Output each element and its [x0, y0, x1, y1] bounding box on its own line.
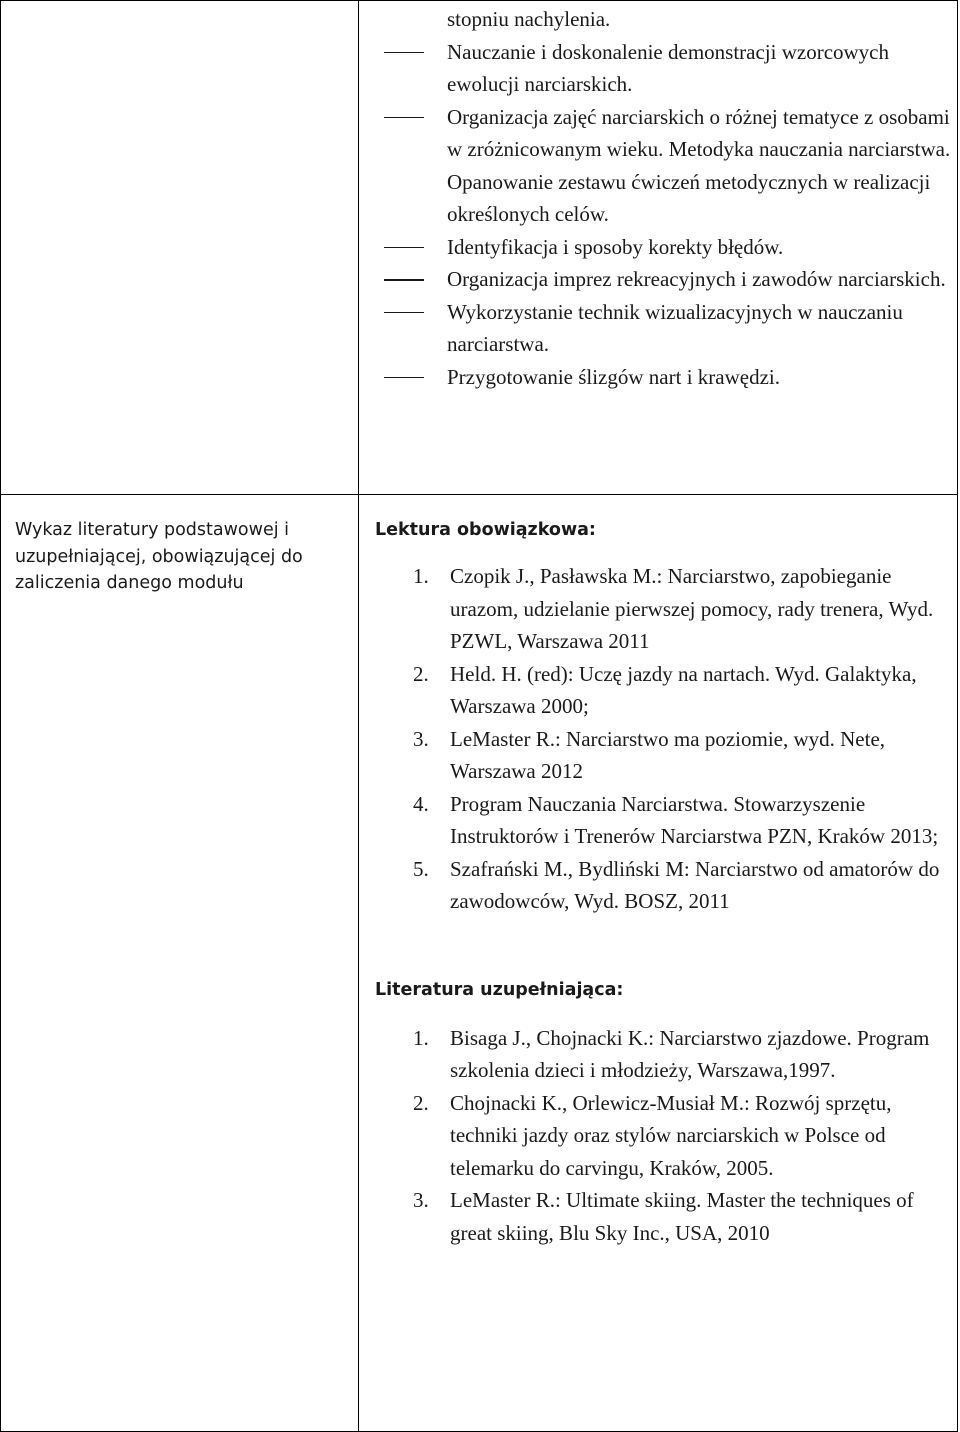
dash-icon — [384, 279, 424, 281]
bullet-text: Przygotowanie ślizgów nart i krawędzi. — [447, 364, 780, 389]
item-number: 1. — [413, 564, 429, 588]
bullet-text: Wykorzystanie technik wizualizacyjnych w nauczaniu narciarstwa. — [447, 299, 903, 356]
list-item — [413, 853, 957, 918]
bullet-item — [447, 36, 957, 101]
list-item — [413, 560, 957, 658]
item-text: Held. H. (red): Uczę jazdy na nartach. Wyd. Galaktyka, Warszawa 2000; — [450, 661, 917, 718]
bullet-text: Organizacja imprez rekreacyjnych i zawodów narciarskich. — [447, 267, 946, 291]
item-number: 2. — [413, 1090, 429, 1115]
dash-icon — [384, 117, 424, 119]
program-row — [1, 1, 958, 495]
item-text: LeMaster R.: Narciarstwo ma poziomie, wyd. Nete, Warszawa 2012 — [450, 726, 886, 783]
item-text: LeMaster R.: Ultimate skiing. Master the techniques of great skiing, Blu Sky Inc., USA, 2010 — [450, 1188, 914, 1245]
item-text: Program Nauczania Narciarstwa. Stowarzyszenie Instruktorów i Trenerów Narciarstwa PZN, Kraków 2013; — [450, 791, 939, 848]
list-item — [413, 723, 957, 788]
list-item — [413, 788, 957, 853]
dash-icon — [384, 247, 424, 249]
program-content-cell — [359, 1, 958, 495]
literature-label-cell — [1, 495, 359, 1432]
bullet-item — [447, 263, 957, 296]
supplementary-reading-heading: Literatura uzupełniająca: — [375, 979, 624, 1000]
bullet-item — [447, 296, 957, 361]
program-bullet-list — [359, 36, 957, 394]
dash-icon — [384, 312, 424, 314]
item-text: Szafrański M., Bydliński M: Narciarstwo od amatorów do zawodowców, Wyd. BOSZ, 2011 — [450, 856, 940, 913]
bullet-text: Organizacja zajęć narciarskich o różnej tematyce z osobami w zróżnicowanym wieku. Metodyka nauczania narciarstwa. Opanowanie zestawu ćwiczeń metodycznych w realizacji określonych celów. — [447, 104, 951, 226]
bullet-item — [447, 361, 957, 394]
list-item — [413, 1184, 957, 1249]
bullet-text: Nauczanie i doskonalenie demonstracji wzorcowych ewolucji narciarskich. — [447, 39, 889, 96]
literature-row — [1, 495, 958, 1432]
literature-content-cell — [359, 495, 958, 1432]
bullet-text: Identyfikacja i sposoby korekty błędów. — [447, 234, 784, 259]
item-number: 2. — [413, 661, 429, 686]
dash-icon — [384, 377, 424, 379]
continued-line: stopniu nachylenia. — [447, 7, 611, 31]
item-number: 1. — [413, 1025, 429, 1050]
item-number: 3. — [413, 1188, 429, 1212]
bullet-item — [447, 231, 957, 264]
supplementary-reading-list — [359, 1022, 957, 1250]
dash-icon — [384, 52, 424, 54]
program-label-cell — [1, 1, 359, 495]
literature-label: Wykaz literatury podstawowej i uzupełniającej, obowiązującej do zaliczenia danego modułu — [15, 520, 303, 593]
item-text: Bisaga J., Chojnacki K.: Narciarstwo zjazdowe. Program szkolenia dzieci i młodzieży, Warszawa,1997. — [450, 1025, 930, 1082]
item-text: Czopik J., Pasławska M.: Narciarstwo, zapobieganie urazom, udzielanie pierwszej pomocy, rady trenera, Wyd. PZWL, Warszawa 2011 — [450, 564, 934, 653]
required-reading-heading: Lektura obowiązkowa: — [375, 520, 596, 540]
item-number: 5. — [413, 856, 429, 881]
list-item — [413, 1022, 957, 1087]
item-number: 3. — [413, 726, 429, 751]
list-item — [413, 1087, 957, 1185]
item-number: 4. — [413, 791, 429, 816]
required-reading-list — [359, 560, 957, 918]
item-text: Chojnacki K., Orlewicz-Musiał M.: Rozwój sprzętu, techniki jazdy oraz stylów narciarskich w Polsce od telemarku do carvingu, Kraków, 2005. — [450, 1090, 892, 1180]
bullet-item — [447, 101, 957, 231]
list-item — [413, 658, 957, 723]
